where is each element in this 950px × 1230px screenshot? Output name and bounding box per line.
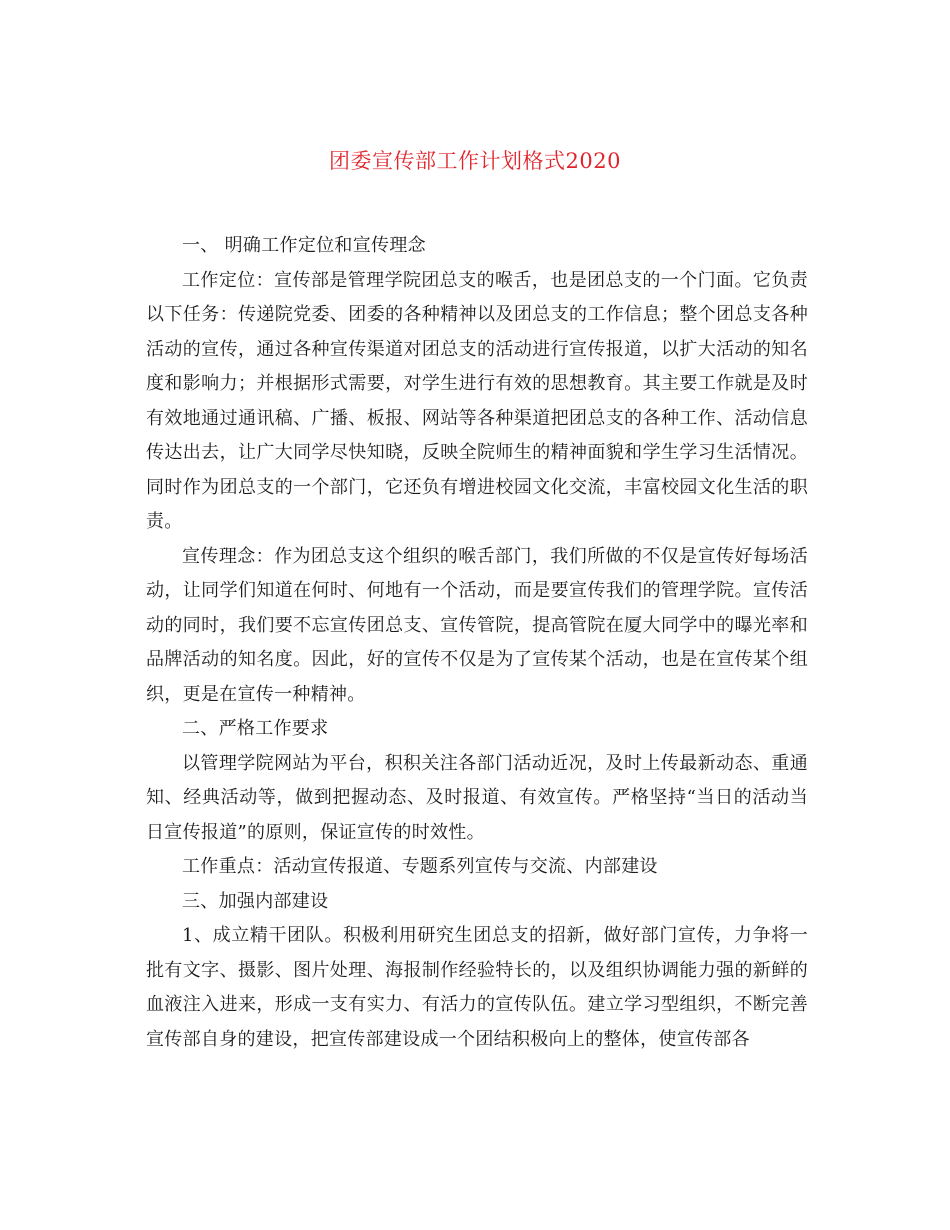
team-building-paragraph: 1、成立精干团队。积极利用研究生团总支的招新，做好部门宣传，力争将一批有文字、摄影、图片处理、海报制作经验特长的，以及组织协调能力强的新鲜的血液注入进来，形成一支有实力、有活力的宣传队伍。建立学习型组织，不断完善宣传部自身的建设，把宣传部建设成一个团结积极向上的整体，使宣传部各	[146, 925, 808, 1050]
section-heading-1: 一、 明确工作定位和宣传理念	[182, 235, 426, 256]
publicity-concept-paragraph: 宣传理念：作为团总支这个组织的喉舌部门，我们所做的不仅是宣传好每场活动，让同学们知道在何时、何地有一个活动，而是要宣传我们的管理学院。宣传活动的同时，我们要不忘宣传团总支、宣传管院，提高管院在厦大同学中的曝光率和品牌活动的知名度。因此，好的宣传不仅是为了宣传某个活动，也是在宣传某个组织，更是在宣传一种精神。	[146, 545, 808, 705]
work-requirements-paragraph: 以管理学院网站为平台，积积关注各部门活动近况，及时上传最新动态、重通知、经典活动等，做到把握动态、及时报道、有效宣传。严格坚持“当日的活动当日宣传报道”的原则，保证宣传的时效性。	[146, 752, 808, 843]
work-focus-paragraph: 工作重点：活动宣传报道、专题系列宣传与交流、内部建设	[182, 856, 658, 877]
document-body	[146, 229, 808, 1057]
section-heading-3: 三、加强内部建设	[182, 890, 329, 912]
work-positioning-paragraph: 工作定位：宣传部是管理学院团总支的喉舌，也是团总支的一个门面。它负责以下任务：传递院党委、团委的各种精神以及团总支的工作信息；整个团总支各种活动的宣传，通过各种宣传渠道对团总支的活动进行宣传报道，以扩大活动的知名度和影响力；并根据形式需要，对学生进行有效的思想教育。其主要工作就是及时有效地通过通讯稿、广播、板报、网站等各种渠道把团总支的各种工作、活动信息传达出去，让广大同学尽快知晓，反映全院师生的精神面貌和学生学习生活情况。同时作为团总支的一个部门，它还负有增进校园文化交流，丰富校园文化生活的职责。	[146, 269, 808, 532]
section-heading-2: 二、严格工作要求	[182, 718, 329, 739]
document-title: 团委宣传部工作计划格式2020	[329, 149, 621, 173]
